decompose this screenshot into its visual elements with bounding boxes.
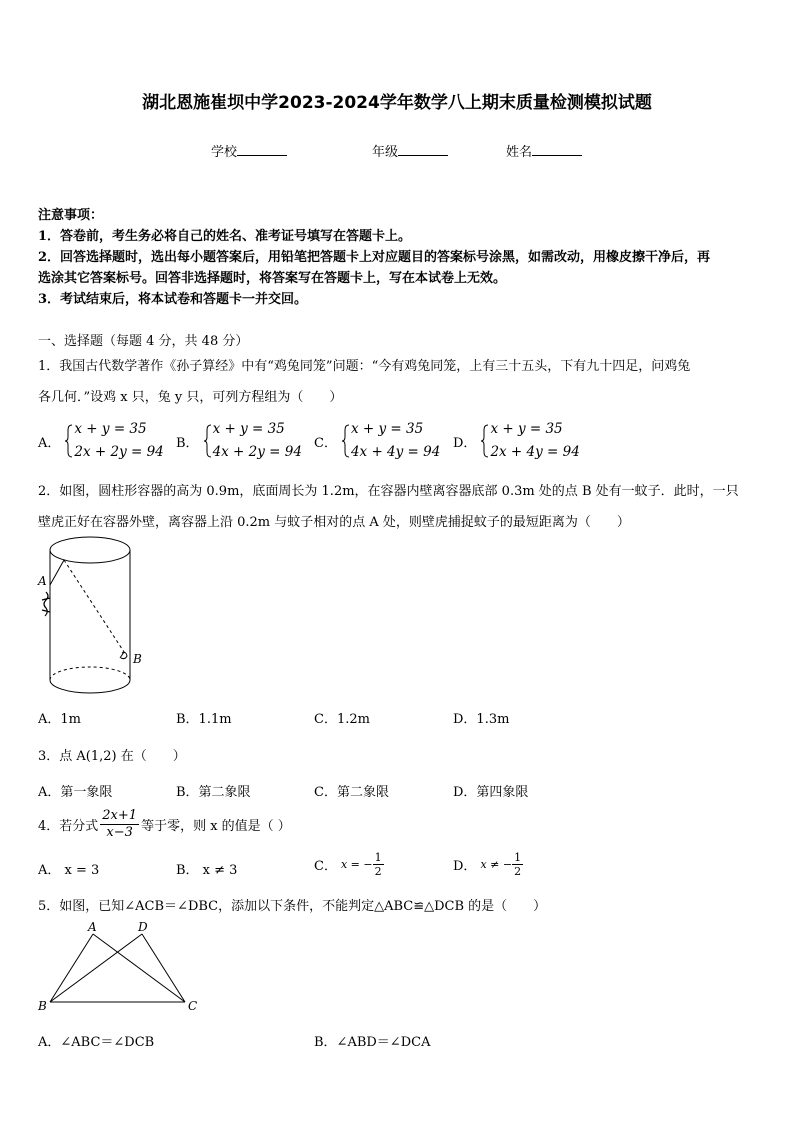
school-blank[interactable] (237, 143, 287, 156)
page-title: 湖北恩施崔坝中学2023-2024学年数学八上期末质量检测模拟试题 (142, 93, 652, 113)
q4-option-c[interactable] (314, 851, 384, 878)
brace-icon (64, 424, 74, 458)
notice-item: 3．考试结束后，将本试卷和答题卡一并交回。 (38, 292, 308, 307)
q4-option-b[interactable]: B． x ≠ 3 (176, 863, 238, 878)
option-expr: x ≠ − (480, 858, 513, 871)
option-label: C． (314, 435, 337, 451)
notice-item: 1．答卷前，考生务必将自己的姓名、准考证号填写在答题卡上。 (38, 229, 412, 244)
q4-option-d[interactable] (453, 851, 523, 878)
fraction-denominator: 2 (514, 865, 522, 878)
q4-numerator: 2x+1 (102, 808, 138, 823)
equation: x + y = 35 (74, 421, 147, 437)
equation: x + y = 35 (490, 421, 563, 437)
q1-option-d[interactable] (453, 418, 580, 464)
q3-option-b[interactable]: B．第二象限 (176, 785, 251, 800)
q1-stem-line2: 各几何．”设鸡 x 只，兔 y 只，可列方程组为（ ） (38, 390, 343, 405)
grade-label: 年级 (372, 145, 399, 160)
name-field[interactable] (506, 141, 582, 160)
point-label-b: B (38, 999, 47, 1013)
q4-prefix: 4．若分式 (38, 819, 99, 834)
option-fraction (373, 851, 384, 878)
q4-option-a[interactable]: A． x = 3 (38, 863, 100, 878)
option-label: B． (176, 435, 199, 451)
q2-option-a[interactable]: A．1m (38, 712, 81, 727)
gecko-icon (42, 592, 50, 616)
equation: 2x + 4y = 94 (490, 444, 580, 460)
q4-stem (38, 808, 291, 841)
q2-option-d[interactable]: D．1.3m (453, 712, 510, 727)
name-blank[interactable] (532, 143, 582, 156)
q3-option-a[interactable]: A．第一象限 (38, 785, 113, 800)
q4-denominator: x−3 (106, 825, 133, 840)
equation: 2x + 2y = 94 (74, 444, 164, 460)
option-label: D． (453, 859, 477, 874)
point-label-a: A (88, 920, 97, 934)
option-fraction (512, 851, 523, 878)
notice-heading: 注意事项： (38, 208, 104, 223)
option-label: D． (453, 435, 477, 451)
q4-suffix: 等于零，则 x 的值是（ ） (141, 819, 291, 834)
fraction-numerator: 1 (374, 851, 382, 864)
triangle-figure (30, 920, 210, 1015)
point-label-a: A (38, 574, 47, 588)
fraction-numerator: 1 (514, 851, 522, 864)
grade-field[interactable] (372, 141, 448, 160)
option-expr: x = − (340, 858, 373, 871)
equation: 4x + 2y = 94 (212, 444, 302, 460)
name-label: 姓名 (506, 145, 533, 160)
equation: x + y = 35 (350, 421, 424, 437)
q2-option-b[interactable]: B．1.1m (176, 712, 232, 727)
fraction-denominator: 2 (374, 865, 382, 878)
notice-item: 2．回答选择题时，选出每小题答案后，用铅笔把答题卡上对应题目的答案标号涂黑，如需改动，用橡皮擦干净后，再 (38, 250, 711, 265)
equation: x + y = 35 (212, 421, 285, 437)
q1-option-b[interactable] (176, 418, 302, 464)
q5-option-a[interactable]: A．∠ABC＝∠DCB (38, 1035, 155, 1050)
grade-blank[interactable] (398, 143, 448, 156)
q3-option-d[interactable]: D．第四象限 (453, 785, 529, 800)
option-label: C． (314, 859, 337, 874)
q4-fraction (100, 808, 139, 841)
brace-icon (480, 424, 490, 458)
q2-stem-line2: 壁虎正好在容器外壁，离容器上沿 0.2m 与蚊子相对的点 A 处，则壁虎捕捉蚊子的最短距离为（ ） (38, 515, 630, 530)
q5-option-b[interactable]: B．∠ABD＝∠DCA (314, 1035, 431, 1050)
q1-option-c[interactable] (314, 418, 440, 464)
q2-option-c[interactable]: C．1.2m (314, 712, 370, 727)
brace-icon (203, 424, 213, 458)
q1-option-a[interactable] (38, 418, 164, 464)
brace-icon (341, 424, 351, 458)
notice-item: 选涂其它答案标号。回答非选择题时，将答案写在答题卡上，写在本试卷上无效。 (38, 271, 507, 286)
point-label-d: D (138, 920, 148, 934)
q2-stem-line1: 2．如图，圆柱形容器的高为 0.9m，底面周长为 1.2m，在容器内壁离容器底部 0.3m 处的点 B 处有一蚊子．此时，一只 (38, 484, 739, 499)
school-field[interactable] (211, 141, 287, 160)
q3-option-c[interactable]: C．第二象限 (314, 785, 389, 800)
section-heading: 一、选择题（每题 4 分，共 48 分） (38, 334, 249, 349)
option-label: A． (38, 435, 61, 451)
equation: 4x + 4y = 94 (350, 444, 441, 460)
q1-stem-line1: 1．我国古代数学著作《孙子算经》中有“鸡兔同笼”问题：“今有鸡兔同笼，上有三十五头，下有九十四足，问鸡兔 (38, 359, 691, 374)
mosquito-icon (120, 652, 127, 659)
point-label-c: C (188, 999, 198, 1013)
school-label: 学校 (211, 145, 238, 160)
cylinder-figure (30, 530, 155, 705)
q5-stem: 5．如图，已知∠ACB＝∠DBC，添加以下条件，不能判定△ABC≌△DCB 的是（ ） (38, 899, 547, 914)
point-label-b: B (133, 652, 142, 666)
q3-stem: 3．点 A(1,2) 在（ ） (38, 749, 186, 764)
